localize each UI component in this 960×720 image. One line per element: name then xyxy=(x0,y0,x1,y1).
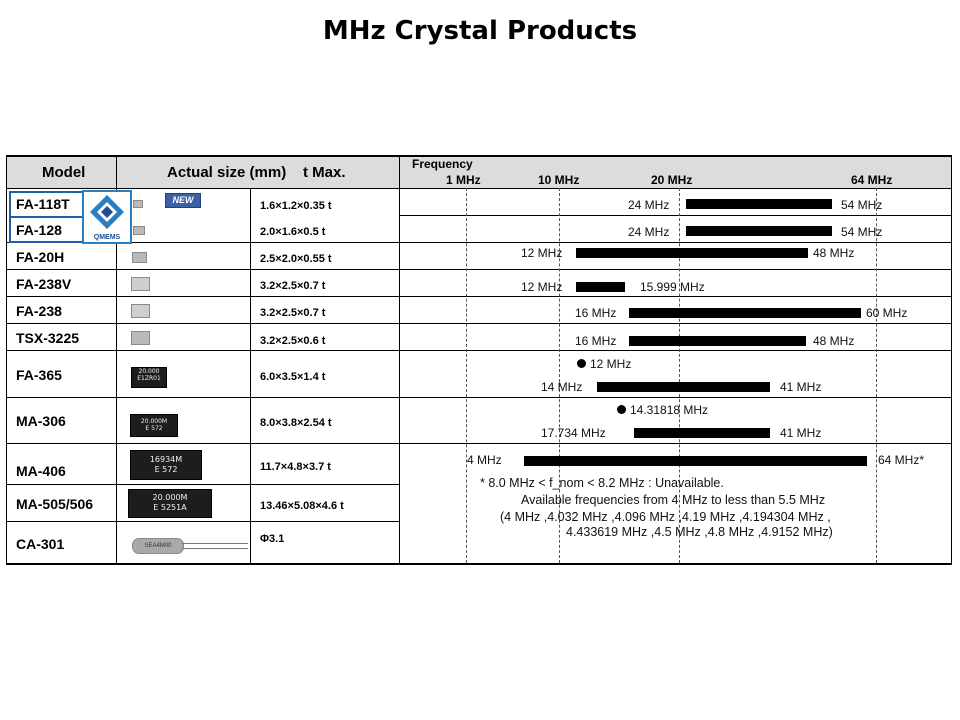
chip-image-ma505 xyxy=(128,489,212,518)
row-divider xyxy=(400,242,952,243)
freq-low-label: 4 MHz xyxy=(467,453,502,467)
gridline-64mhz xyxy=(876,188,877,563)
chip-image-fa365 xyxy=(131,367,167,388)
ca301-lead xyxy=(182,543,248,544)
freq-high-label: 64 MHz* xyxy=(878,453,925,467)
freq-low-label: 12 MHz xyxy=(521,246,563,260)
chip-image-ca301: SEA4M00 xyxy=(132,538,184,554)
freq-range-bar xyxy=(576,248,808,258)
freq-low-label: 17.734 MHz xyxy=(541,426,606,440)
column-divider xyxy=(399,155,400,564)
row-divider xyxy=(6,397,400,398)
row-divider xyxy=(6,521,400,522)
size-ma-406: 11.7×4.8×3.7 t xyxy=(260,461,331,473)
row-divider xyxy=(6,484,400,485)
note-frequency-list: 4.433619 MHz ,4.5 MHz ,4.8 MHz ,4.9152 MHz) xyxy=(566,525,833,539)
gridline-1mhz xyxy=(466,188,467,563)
row-divider xyxy=(400,443,952,444)
qmems-logo xyxy=(82,190,132,244)
row-divider xyxy=(6,269,400,270)
column-divider xyxy=(250,188,251,564)
model-fa-118t: FA-118T xyxy=(16,196,70,212)
chip-label-line: E 572 xyxy=(145,425,163,432)
scale-label-10mhz: 10 MHz xyxy=(538,173,580,187)
table-top-border xyxy=(6,155,952,157)
table-bottom-border xyxy=(6,563,952,565)
header-actual-size: Actual size (mm) xyxy=(167,164,287,181)
freq-high-label: 54 MHz xyxy=(841,198,883,212)
freq-range-bar xyxy=(629,308,861,318)
size-fa-238v: 3.2×2.5×0.7 t xyxy=(260,280,326,292)
chip-image-ma306 xyxy=(130,414,178,437)
freq-range-bar xyxy=(629,336,806,346)
note-frequency-list: (4 MHz ,4.032 MHz ,4.096 MHz ,4.19 MHz ,4.194304 MHz , xyxy=(500,510,831,524)
chip-image-fa20h xyxy=(132,252,147,263)
model-fa-128: FA-128 xyxy=(16,222,62,238)
row-divider xyxy=(400,397,952,398)
chip-label-line: 16934M xyxy=(149,455,183,464)
freq-low-label: 16 MHz xyxy=(575,334,617,348)
model-fa-238: FA-238 xyxy=(16,303,62,319)
header-t-max: t Max. xyxy=(303,164,346,181)
chip-label-line: E 5251A xyxy=(153,503,187,512)
new-badge: NEW xyxy=(165,193,201,208)
freq-high-label: 60 MHz xyxy=(866,306,908,320)
header-model: Model xyxy=(42,164,86,181)
chip-image-fa128 xyxy=(133,226,145,235)
chip-label-line: 20.000M xyxy=(152,493,188,502)
freq-point-marker xyxy=(617,405,626,414)
chip-label-line: 20.000M xyxy=(140,418,168,425)
chip-image-fa118t xyxy=(133,200,143,208)
model-ma-406: MA-406 xyxy=(16,463,66,479)
freq-low-label: 14 MHz xyxy=(541,380,583,394)
header-bottom-rule xyxy=(6,188,952,189)
scale-label-64mhz: 64 MHz xyxy=(851,173,893,187)
row-divider xyxy=(400,350,952,351)
freq-range-bar xyxy=(686,226,832,236)
size-fa-20h: 2.5×2.0×0.55 t xyxy=(260,253,332,265)
freq-point-marker xyxy=(577,359,586,368)
freq-range-bar xyxy=(524,456,867,466)
freq-low-label: 12 MHz xyxy=(521,280,563,294)
scale-label-20mhz: 20 MHz xyxy=(651,173,693,187)
model-ca-301: CA-301 xyxy=(16,536,65,552)
chip-image-fa238v xyxy=(131,277,150,291)
model-tsx-3225: TSX-3225 xyxy=(16,330,80,346)
chip-label-line: 20.000 xyxy=(138,368,160,375)
size-fa-118t: 1.6×1.2×0.35 t xyxy=(260,200,332,212)
row-divider xyxy=(6,296,400,297)
freq-high-label: 41 MHz xyxy=(780,380,822,394)
row-divider xyxy=(6,443,400,444)
size-fa-128: 2.0×1.6×0.5 t xyxy=(260,226,326,238)
model-ma-306: MA-306 xyxy=(16,413,66,429)
row-divider xyxy=(400,323,952,324)
row-divider xyxy=(400,269,952,270)
row-divider xyxy=(400,215,952,216)
row-divider xyxy=(6,323,400,324)
note-unavailable: * 8.0 MHz < f_nom < 8.2 MHz : Unavailable. xyxy=(480,476,724,490)
size-ma-505-506: 13.46×5.08×4.6 t xyxy=(260,500,344,512)
table-right-border xyxy=(951,155,952,564)
chip-label-line: E1ZR01 xyxy=(137,375,161,382)
size-ma-306: 8.0×3.8×2.54 t xyxy=(260,417,332,429)
freq-low-label: 24 MHz xyxy=(628,225,670,239)
size-ca-301: Φ3.1 xyxy=(260,533,285,545)
qmems-logo-text: QMEMS xyxy=(93,234,121,241)
freq-point-label: 14.31818 MHz xyxy=(630,403,709,417)
freq-high-label: 41 MHz xyxy=(780,426,822,440)
header-frequency: Frequency xyxy=(412,157,473,171)
freq-low-label: 16 MHz xyxy=(575,306,617,320)
model-ma-505-506: MA-505/506 xyxy=(16,496,94,512)
size-fa-365: 6.0×3.5×1.4 t xyxy=(260,371,326,383)
freq-low-label: 24 MHz xyxy=(628,198,670,212)
freq-range-bar xyxy=(576,282,625,292)
scale-label-1mhz: 1 MHz xyxy=(446,173,481,187)
freq-high-label: 15.999 MHz xyxy=(640,280,705,294)
freq-high-label: 48 MHz xyxy=(813,334,855,348)
row-divider xyxy=(6,350,400,351)
freq-high-label: 48 MHz xyxy=(813,246,855,260)
model-fa-238v: FA-238V xyxy=(16,276,72,292)
freq-range-bar xyxy=(686,199,832,209)
freq-point-label: 12 MHz xyxy=(590,357,632,371)
size-fa-238: 3.2×2.5×0.7 t xyxy=(260,307,326,319)
size-tsx-3225: 3.2×2.5×0.6 t xyxy=(260,335,326,347)
note-available: Available frequencies from 4 MHz to less than 5.5 MHz xyxy=(521,493,826,507)
freq-range-bar xyxy=(634,428,770,438)
chip-image-ma406 xyxy=(130,450,202,480)
freq-high-label: 54 MHz xyxy=(841,225,883,239)
chip-image-tsx3225 xyxy=(131,331,150,345)
qmems-logo-icon xyxy=(84,192,130,230)
chip-label-line: E 572 xyxy=(154,465,178,474)
model-fa-20h: FA-20H xyxy=(16,249,65,265)
ca301-lead xyxy=(182,548,248,549)
model-fa-365: FA-365 xyxy=(16,367,62,383)
table-left-border xyxy=(6,155,7,564)
chip-image-fa238 xyxy=(131,304,150,318)
row-divider xyxy=(400,296,952,297)
freq-range-bar xyxy=(597,382,770,392)
page-title: MHz Crystal Products xyxy=(322,16,638,46)
